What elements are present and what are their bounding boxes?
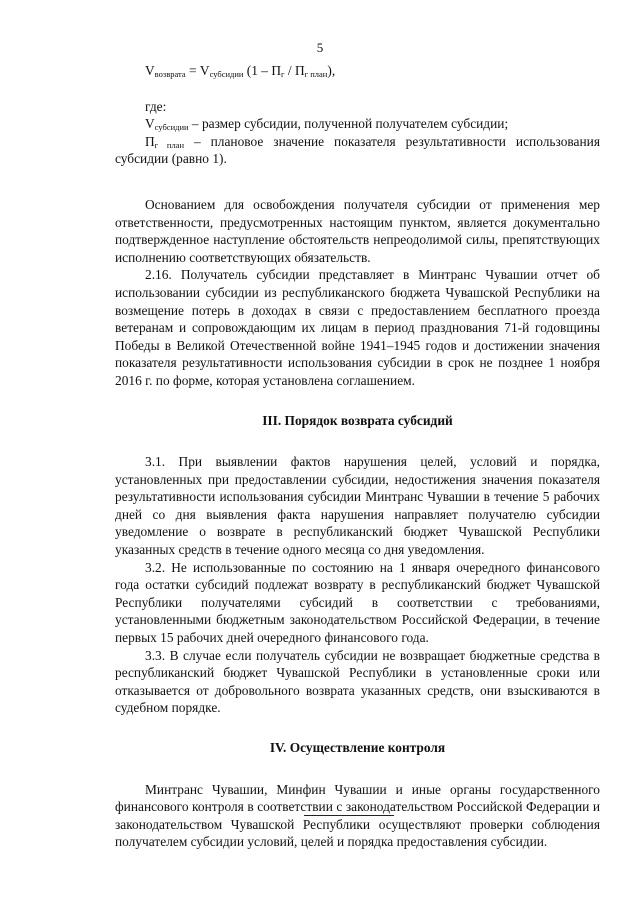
definition-subsidy-volume: $V_{субсидии}$ – размер субсидии, полученной получателем субсидии; (145, 116, 509, 133)
definition-plan-indicator: $П_{г план}$ – плановое значение показателя результативности использования субсидии (равно 1). (115, 133, 600, 167)
paragraph-3-3: 3.3. В случае если получатель субсидии не возвращает бюджетные средства в республиканский бюджет Чувашской Республики в установленные сроки или отказывается от добровольного возврата указанных средств, они взыскиваются в судебном порядке. (115, 647, 600, 716)
paragraph-4: Минтранс Чувашии, Минфин Чувашии и иные органы государственного финансового контроля в соответствии с законодательством Российской Федерации и законодательством Чувашской Республики осуществляют проверки соблюдения получателем субсидии условий, целей и порядка предоставления субсидии. (115, 781, 600, 850)
section-heading-3: III. Порядок возврата субсидий (262, 412, 453, 428)
paragraph-3-2: 3.2. Не использованные по состоянию на 1 января очередного финансового года остатки субсидий подлежат возврату в республиканский бюджет Чувашской Республики получателями субсидий в соответствии с требованиями, установленными бюджетным законодательством Российской Федерации, в течение первых 15 рабочих дней очередного финансового года. (115, 559, 600, 646)
section-heading-4: IV. Осуществление контроля (269, 740, 446, 755)
where-label: где: (145, 98, 167, 114)
document-body (115, 60, 600, 851)
paragraph-basis: Основанием для освобождения получателя субсидии от применения мер ответственности, предусмотренных настоящим пунктом, является документально подтвержденное наступление обстоятельств непреодолимой силы, препятствующих исполнению соответствующих обязательств. (115, 196, 600, 265)
paragraph-3-1: 3.1. При выявлении фактов нарушения целей, условий и порядка, установленных при предоставлении субсидии, недостижения значения показателя результативности использования субсидии Минтранс Чувашии в течение 5 рабочих дней со дня выявления факта нарушения направляет получателю субсидии уведомление о возврате в республиканский бюджет Чувашской Республики указанных средств в течение одного месяца со дня уведомления. (115, 454, 600, 558)
formula-return-amount: $V_{возврата} = V_{субсидии}$ $(1 - П_г / П_{г план})$, (145, 63, 336, 79)
end-separator-line (304, 815, 394, 816)
page-number: 5 (316, 40, 324, 55)
paragraph-2-16: 2.16. Получатель субсидии представляет в Минтранс Чувашии отчет об использовании субсидии из республиканского бюджета Чувашской Республики на возмещение потерь в доходах в связи с предоставлением бесплатного проезда ветеранам и сопровождающим их лицам в период празднования 71-й годовщины Победы в Великой Отечественной войне 1941–1945 годов и достижении значения показателя результативности использования субсидии в срок не позднее 1 ноября 2016 г. по форме, которая установлена соглашением. (115, 267, 600, 388)
